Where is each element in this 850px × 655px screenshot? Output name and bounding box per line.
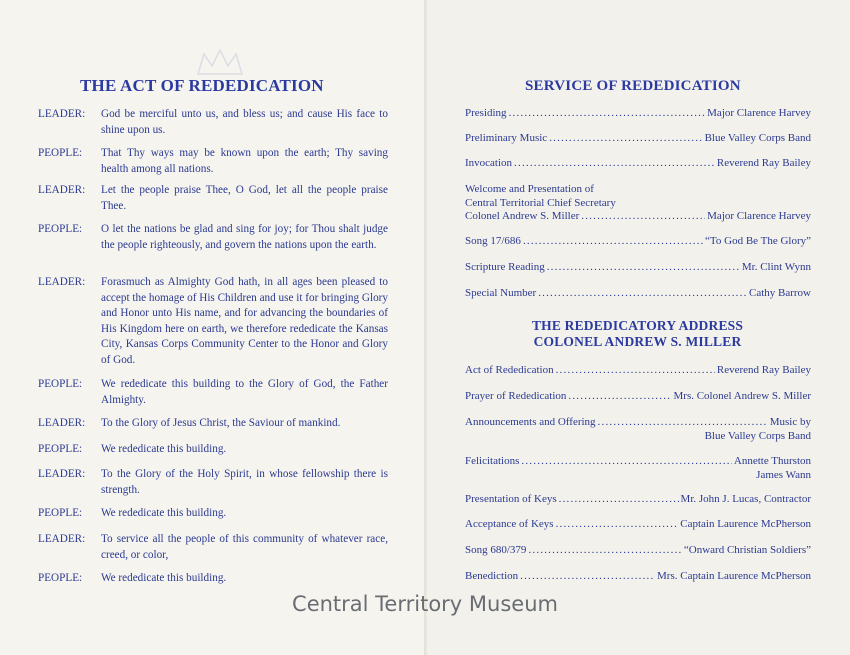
reading-role: PEOPLE: [38, 443, 83, 455]
program-label: Prayer of Rededication [465, 390, 567, 402]
reading-text: O let the nations be glad and sing for joy; for Thou shalt judge the people righteously, and govern the nations upon the earth. [101, 223, 388, 251]
program-item-presiding [465, 107, 811, 121]
reading-text: God be merciful unto us, and bless us; and cause His face to shine upon us. [101, 108, 388, 136]
program-item-act [465, 364, 811, 378]
welcome-line-1: Welcome and Presentation of [465, 183, 594, 195]
program-label: Announcements and Offering [465, 416, 596, 428]
reading-role: LEADER: [38, 533, 86, 545]
program-value: Reverend Ray Bailey [716, 364, 811, 376]
program-item-song-1 [465, 235, 811, 249]
program-value: “To God Be The Glory” [705, 235, 811, 247]
program-label: Song 17/686 [465, 235, 521, 247]
program-value: Major Clarence Harvey [707, 210, 811, 223]
program-item-felicitations [465, 455, 811, 482]
program-item-preliminary-music [465, 132, 811, 146]
program-item-benediction [465, 570, 811, 584]
program-label: Felicitations [465, 455, 520, 467]
program-item-announcements [465, 416, 811, 443]
program-value: Mrs. Colonel Andrew S. Miller [673, 390, 811, 402]
address-title-line-1: THE REDEDICATORY ADDRESS [531, 318, 744, 333]
program-item-special-number [465, 287, 811, 301]
program-label: Act of Rededication [465, 364, 554, 376]
program-value: Major Clarence Harvey [707, 107, 811, 119]
program-item-welcome [465, 183, 811, 224]
program-value: Cathy Barrow [748, 287, 811, 299]
program-item-keys-acceptance [465, 518, 811, 532]
reading-role: PEOPLE: [38, 378, 83, 390]
program-value: Mrs. Captain Laurence McPherson [657, 570, 811, 582]
reading-10 [38, 506, 388, 522]
program-label: Invocation [465, 157, 513, 169]
program-value: Captain Laurence McPherson [680, 518, 811, 530]
reading-role: LEADER: [38, 417, 86, 429]
reading-role: PEOPLE: [38, 147, 83, 159]
reading-text: We rededicate this building. [101, 443, 227, 455]
program-value: Mr. Clint Wynn [741, 261, 811, 273]
service-of-rededication-title: SERVICE OF REDEDICATION [525, 78, 741, 94]
reading-text: We rededicate this building. [101, 507, 227, 519]
reading-role: LEADER: [38, 184, 86, 196]
reading-role: LEADER: [38, 276, 86, 288]
reading-text: Let the people praise Thee, O God, let all the people praise Thee. [101, 184, 388, 212]
reading-text: That Thy ways may be known upon the earth; Thy saving health among all nations. [101, 147, 388, 175]
reading-1 [38, 107, 388, 138]
program-item-prayer [465, 390, 811, 404]
program-label: Preliminary Music [465, 132, 548, 144]
program-value: Mr. John J. Lucas, Contractor [680, 493, 811, 505]
program-item-scripture [465, 261, 811, 275]
program-item-invocation [465, 157, 811, 171]
reading-text: We rededicate this building to the Glory of God, the Father Almighty. [101, 378, 388, 406]
reading-role: PEOPLE: [38, 507, 83, 519]
reading-role: PEOPLE: [38, 223, 83, 235]
program-label: Benediction [465, 570, 519, 582]
reading-6 [38, 377, 388, 408]
program-value-continued: James Wann [756, 468, 811, 481]
reading-4 [38, 222, 388, 253]
program-value: Blue Valley Corps Band [704, 132, 811, 144]
reading-text: To service all the people of this community of whatever race, creed, or color, [101, 533, 388, 561]
program-item-song-2 [465, 544, 811, 558]
program-label: Special Number [465, 287, 537, 299]
museum-watermark: Central Territory Museum [292, 592, 558, 616]
reading-role: PEOPLE: [38, 572, 83, 584]
rededicatory-address-title [465, 318, 810, 350]
program-label: Presiding [465, 107, 507, 119]
program-label: Presentation of Keys [465, 493, 557, 505]
reading-2 [38, 146, 388, 177]
act-of-rededication-title: THE ACT OF REDEDICATION [80, 76, 324, 95]
welcome-line-2: Central Territorial Chief Secretary [465, 196, 616, 209]
reading-9 [38, 467, 388, 498]
program-value: Reverend Ray Bailey [716, 157, 811, 169]
program-value: “Onward Christian Soldiers” [683, 544, 811, 556]
reading-text: To the Glory of Jesus Christ, the Saviour of mankind. [101, 417, 341, 429]
reading-5 [38, 275, 388, 369]
reading-text: We rededicate this building. [101, 572, 227, 584]
reading-12 [38, 571, 388, 587]
reading-role: LEADER: [38, 108, 86, 120]
address-title-line-2: COLONEL ANDREW S. MILLER [533, 334, 742, 349]
reading-text: Forasmuch as Almighty God hath, in all ages been pleased to accept the homage of His Children and use it for bringing Glory and Honor unto His name, and for advancing the boundaries of His Kingdom here on earth, we therefore rededicate the Kansas City, Kansas Corps Community Center to the Honor and Glory of God. [101, 276, 388, 366]
reading-7 [38, 416, 388, 432]
program-label: Acceptance of Keys [465, 518, 554, 530]
program-label: Colonel Andrew S. Miller [465, 210, 580, 223]
program-label: Scripture Reading [465, 261, 545, 273]
program-value: Annette Thurston [733, 455, 811, 467]
program-value-continued: Blue Valley Corps Band [704, 429, 811, 442]
reading-3 [38, 183, 388, 214]
program-item-keys-presentation [465, 493, 811, 507]
program-value: Music by [769, 416, 811, 428]
reading-11 [38, 532, 388, 563]
reading-text: To the Glory of the Holy Spirit, in whose fellowship there is strength. [101, 468, 388, 496]
reading-8 [38, 442, 388, 458]
reading-role: LEADER: [38, 468, 86, 480]
program-label: Song 680/379 [465, 544, 527, 556]
